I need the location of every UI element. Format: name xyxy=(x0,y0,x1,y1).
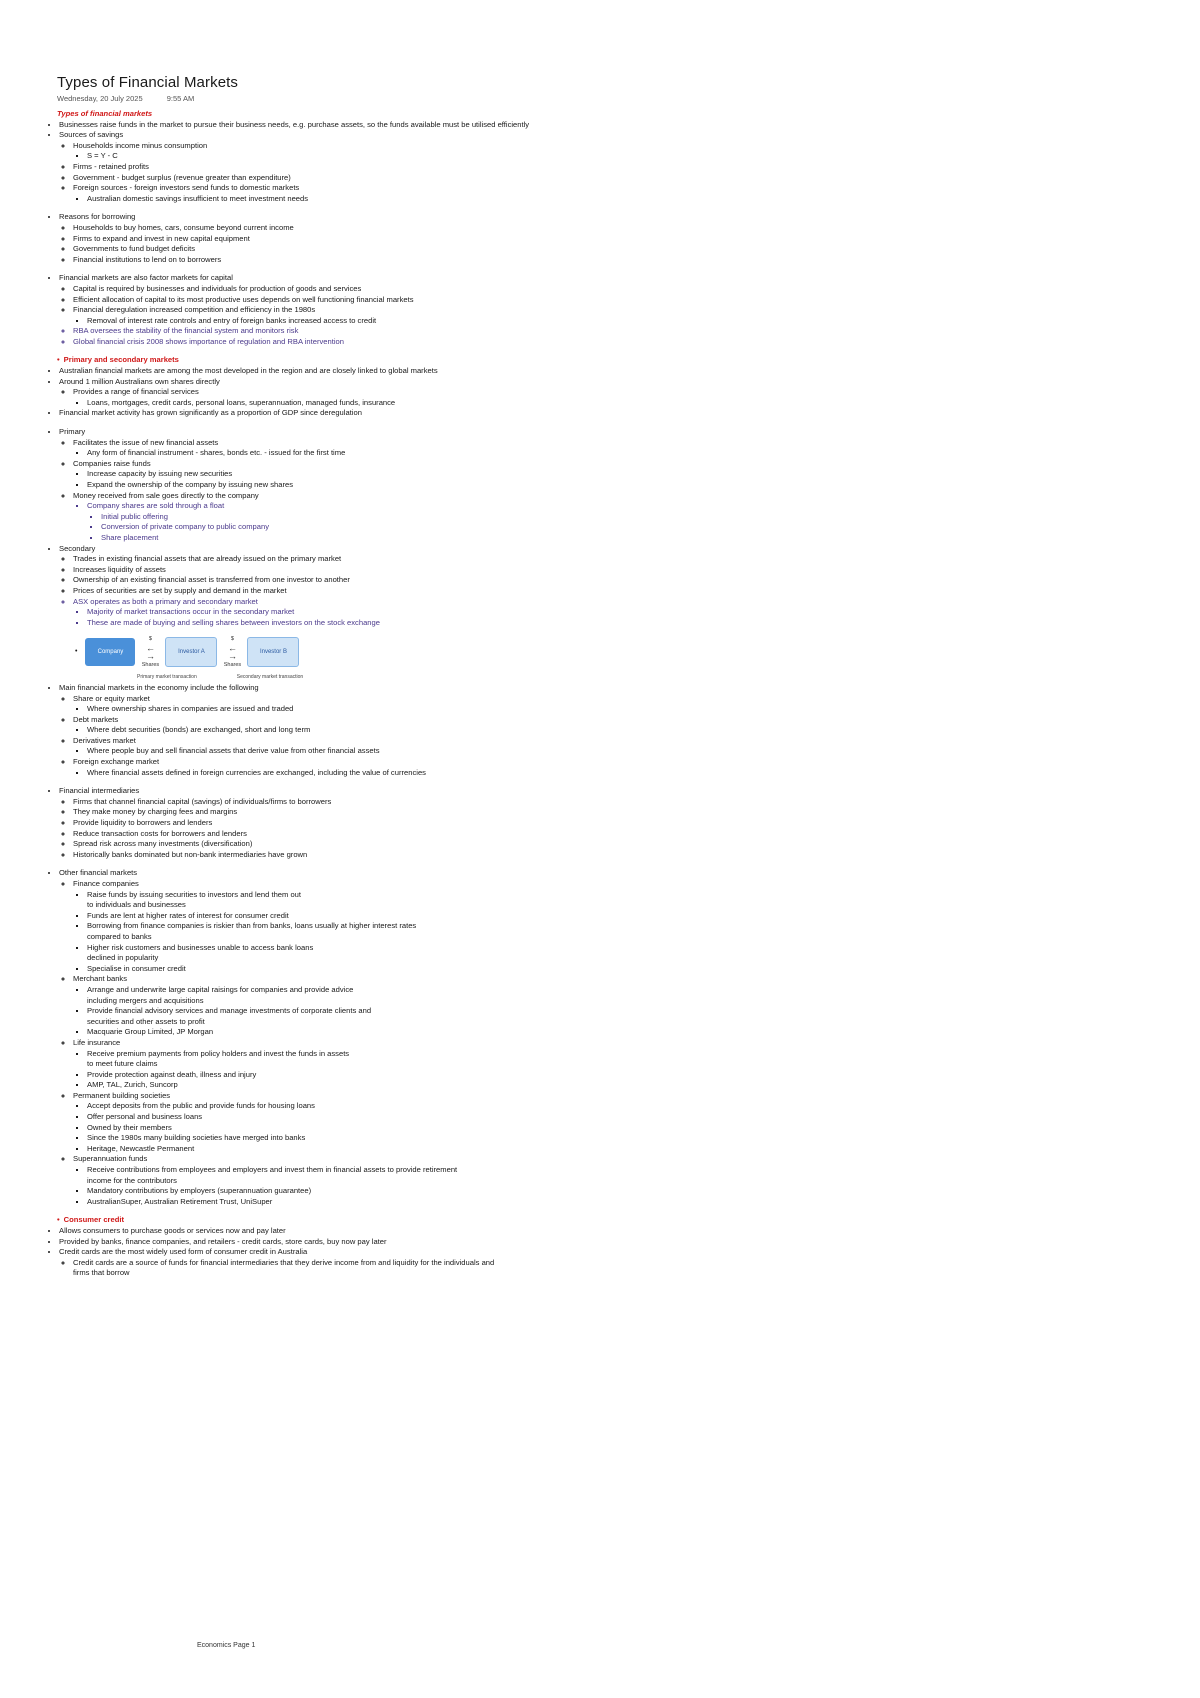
list-item: ▪ Since the 1980s many building societies have merged into banks xyxy=(87,1133,1157,1144)
arrow-left-icon: ← xyxy=(227,643,237,654)
list-item: ◦ Derivatives market ▪ Where people buy and sell financial assets that derive value from other financial assets xyxy=(73,736,1157,757)
list-item: ▪ Receive premium payments from policy holders and invest the funds in assets to meet future claims xyxy=(87,1049,1157,1070)
list-item: ◦ Increases liquidity of assets xyxy=(73,565,1157,576)
list-item: ▪ Specialise in consumer credit xyxy=(87,964,1157,975)
list-item: ▪ AustralianSuper, Australian Retirement Trust, UniSuper xyxy=(87,1197,1157,1208)
list-item: ◦ Debt markets ▪ Where debt securities (bonds) are exchanged, short and long term xyxy=(73,715,1157,736)
list-item: ◦ RBA oversees the stability of the financial system and monitors risk xyxy=(73,326,1157,337)
list-item: ▪ Majority of market transactions occur in the secondary market xyxy=(87,607,1157,618)
list-item: ◦ Reduce transaction costs for borrowers and lenders xyxy=(73,829,1157,840)
list-item: ◦ Government - budget surplus (revenue greater than expenditure) xyxy=(73,173,1157,184)
list-item: ◦ Credit cards are a source of funds for financial intermediaries that they derive income from and liquidity for the individuals and firms that borrow xyxy=(73,1258,1157,1279)
list-item: ▪ Accept deposits from the public and provide funds for housing loans xyxy=(87,1101,1157,1112)
list-item: ▪ Funds are lent at higher rates of interest for consumer credit xyxy=(87,911,1157,922)
list-item: ◦ Money received from sale goes directly to the company ▪ Company shares are sold through a float ▪ Initial public offering ▪ Conversion of private company to public company ▪ Share placement xyxy=(73,491,1157,544)
market-diagram: • Company $ ← → Shares Investor A $ ← → Shares Investor B Primary market transaction Secondary market transaction xyxy=(57,632,1157,683)
list-item: • Provided by banks, finance companies, and retailers - credit cards, store cards, buy now pay later xyxy=(59,1237,1157,1248)
list-item: ▪ Where people buy and sell financial assets that derive value from other financial assets xyxy=(87,746,1157,757)
list-item: ▪ Receive contributions from employees and employers and invest them in financial assets to provide retirement income for the contributors xyxy=(87,1165,1157,1186)
list-item: ◦ Firms - retained profits xyxy=(73,162,1157,173)
list-item: • Sources of savings ◦ Households income minus consumption ▪ S = Y - C ◦ Firms - retained profits ◦ Government - budget surplus (revenue greater than expenditure) ◦ Foreign sources - foreign investors send funds to domestic markets ▪ Australian domestic savings insufficient to meet investment needs xyxy=(59,130,1157,204)
list-item: • Reasons for borrowing ◦ Households to buy homes, cars, consume beyond current income ◦ Firms to expand and invest in new capital equipment ◦ Governments to fund budget deficits ◦ Financial institutions to lend on to borrowers xyxy=(59,212,1157,265)
list-item: ▪ Where ownership shares in companies are issued and traded xyxy=(87,704,1157,715)
list-item: • Other financial markets ◦ Finance companies ▪ Raise funds by issuing securities to investors and lend them out to individuals and businesses ▪ Funds are lent at higher rates of interest for consumer credit ▪ Borrowing from finance companies is riskier than from banks, loans usually at higher interest rates compared to banks ▪ Higher risk customers and businesses unable to access bank loans declined in popularity ▪ Specialise in consumer credit ◦ Merchant banks ▪ Arrange and underwrite large capital raisings for companies and provide advice including mergers and acquisitions ▪ Provide financial advisory services and manage investments of corporate clients and securities and other assets to profit ▪ Macquarie Group Limited, JP Morgan ◦ Life insurance ▪ Receive premium payments from policy holders and invest the funds in assets to meet future claims ▪ Provide protection against death, illness and injury ▪ AMP, TAL, Zurich, Suncorp ◦ Permanent building societies ▪ Accept deposits from the public and provide funds for housing loans ▪ Offer personal and business loans ▪ Owned by their members ▪ Since the 1980s many building societies have merged into banks ▪ Heritage, Newcastle Permanent ◦ Superannuation funds ▪ Receive contributions from employees and employers and invest them in financial assets to provide retirement income for the contributors ▪ Mandatory contributions by employers (superannuation guarantee) ▪ AustralianSuper, Australian Retirement Trust, UniSuper xyxy=(59,868,1157,1207)
diagram-arrows-2: $ ← → Shares xyxy=(223,635,242,669)
list-item: ▪ S = Y - C xyxy=(87,151,1157,162)
section-heading-types: Types of financial markets xyxy=(57,109,153,118)
list-item: ◦ Financial deregulation increased competition and efficiency in the 1980s ▪ Removal of interest rate controls and entry of foreign banks increased access to credit xyxy=(73,305,1157,326)
list-item: ▪ These are made of buying and selling shares between investors on the stock exchange xyxy=(87,618,1157,629)
list-item: ▪ Higher risk customers and businesses unable to access bank loans declined in popularity xyxy=(87,943,1157,964)
list-item: • Primary ◦ Facilitates the issue of new financial assets ▪ Any form of financial instrument - shares, bonds etc. - issued for the first time ◦ Companies raise funds ▪ Increase capacity by issuing new securities ▪ Expand the ownership of the company by issuing new shares ◦ Money received from sale goes directly to the company ▪ Company shares are sold through a float ▪ Initial public offering ▪ Conversion of private company to public company ▪ Share placement xyxy=(59,427,1157,544)
list-item: ◦ Households to buy homes, cars, consume beyond current income xyxy=(73,223,1157,234)
list-item: ◦ Facilitates the issue of new financial assets ▪ Any form of financial instrument - shares, bonds etc. - issued for the first time xyxy=(73,438,1157,459)
list-item: ▪ Company shares are sold through a float ▪ Initial public offering ▪ Conversion of private company to public company ▪ Share placement xyxy=(87,501,1157,543)
list-item: ◦ Merchant banks ▪ Arrange and underwrite large capital raisings for companies and provide advice including mergers and acquisitions ▪ Provide financial advisory services and manage investments of corporate clients and securities and other assets to profit ▪ Macquarie Group Limited, JP Morgan xyxy=(73,974,1157,1038)
diagram-note: Secondary market transaction xyxy=(236,674,304,681)
list-item: ◦ Prices of securities are set by supply and demand in the market xyxy=(73,586,1157,597)
list-item: ◦ Permanent building societies ▪ Accept deposits from the public and provide funds for housing loans ▪ Offer personal and business loans ▪ Owned by their members ▪ Since the 1980s many building societies have merged into banks ▪ Heritage, Newcastle Permanent xyxy=(73,1091,1157,1155)
list-item: ▪ AMP, TAL, Zurich, Suncorp xyxy=(87,1080,1157,1091)
list-item: ◦ Finance companies ▪ Raise funds by issuing securities to investors and lend them out to individuals and businesses ▪ Funds are lent at higher rates of interest for consumer credit ▪ Borrowing from finance companies is riskier than from banks, loans usually at higher interest rates compared to banks ▪ Higher risk customers and businesses unable to access bank loans declined in popularity ▪ Specialise in consumer credit xyxy=(73,879,1157,974)
list-item: ▪ Borrowing from finance companies is riskier than from banks, loans usually at higher interest rates compared to banks xyxy=(87,921,1157,942)
list-item: ▪ Raise funds by issuing securities to investors and lend them out to individuals and businesses xyxy=(87,890,1157,911)
list-item: ▪ Expand the ownership of the company by issuing new shares xyxy=(87,480,1157,491)
list-item: ◦ ASX operates as both a primary and secondary market ▪ Majority of market transactions occur in the secondary market ▪ These are made of buying and selling shares between investors on the stock exchange xyxy=(73,597,1157,629)
list-item: • Businesses raise funds in the market to pursue their business needs, e.g. purchase assets, so the funds available must be utilised efficiently xyxy=(59,120,1157,131)
list-item: ▪ Share placement xyxy=(101,533,1157,544)
list-item: • Financial intermediaries ◦ Firms that channel financial capital (savings) of individuals/firms to borrowers ◦ They make money by charging fees and margins ◦ Provide liquidity to borrowers and lenders ◦ Reduce transaction costs for borrowers and lenders ◦ Spread risk across many investments (diversification) ◦ Historically banks dominated but non-bank intermediaries have grown xyxy=(59,786,1157,860)
list-item: • Financial market activity has grown significantly as a proportion of GDP since deregulation xyxy=(59,408,1157,419)
section-heading-primary: • Primary and secondary markets xyxy=(57,355,179,365)
list-item: ▪ Heritage, Newcastle Permanent xyxy=(87,1144,1157,1155)
list-item: ◦ Trades in existing financial assets that are already issued on the primary market xyxy=(73,554,1157,565)
list-item: ◦ Firms that channel financial capital (savings) of individuals/firms to borrowers xyxy=(73,797,1157,808)
list-item: ◦ Firms to expand and invest in new capital equipment xyxy=(73,234,1157,245)
list-item: ◦ Superannuation funds ▪ Receive contributions from employees and employers and invest them in financial assets to provide retirement income for the contributors ▪ Mandatory contributions by employers (superannuation guarantee) ▪ AustralianSuper, Australian Retirement Trust, UniSuper xyxy=(73,1154,1157,1207)
list-item: ▪ Provide financial advisory services and manage investments of corporate clients and securities and other assets to profit xyxy=(87,1006,1157,1027)
list-item: ▪ Owned by their members xyxy=(87,1123,1157,1134)
list-item: ◦ Financial institutions to lend on to borrowers xyxy=(73,255,1157,266)
list-item: ▪ Offer personal and business loans xyxy=(87,1112,1157,1123)
list-item: ▪ Any form of financial instrument - shares, bonds etc. - issued for the first time xyxy=(87,448,1157,459)
list-item: ◦ Historically banks dominated but non-bank intermediaries have grown xyxy=(73,850,1157,861)
list-item: ▪ Removal of interest rate controls and entry of foreign banks increased access to credit xyxy=(87,316,1157,327)
list-item: ▪ Increase capacity by issuing new securities xyxy=(87,469,1157,480)
time-text: 9:55 AM xyxy=(166,94,195,103)
list-item: • Around 1 million Australians own shares directly ◦ Provides a range of financial services ▪ Loans, mortgages, credit cards, personal loans, superannuation, managed funds, insurance xyxy=(59,377,1157,409)
list-item: ▪ Provide protection against death, illness and injury xyxy=(87,1070,1157,1081)
diagram-box-company: Company xyxy=(85,638,135,666)
list-item: ▪ Mandatory contributions by employers (superannuation guarantee) xyxy=(87,1186,1157,1197)
list-item: ◦ Global financial crisis 2008 shows importance of regulation and RBA intervention xyxy=(73,337,1157,348)
list-item: ◦ Households income minus consumption ▪ S = Y - C xyxy=(73,141,1157,162)
list-item: • Australian financial markets are among the most developed in the region and are closely linked to global markets xyxy=(59,366,1157,377)
arrow-left-icon: ← xyxy=(145,643,155,654)
diagram-note: Primary market transaction xyxy=(137,674,197,681)
list-item: ◦ Provides a range of financial services ▪ Loans, mortgages, credit cards, personal loans, superannuation, managed funds, insurance xyxy=(73,387,1157,408)
page-date xyxy=(57,94,1157,103)
list-item: • Financial markets are also factor markets for capital ◦ Capital is required by businesses and individuals for production of goods and services ◦ Efficient allocation of capital to its most productive uses depends on well functioning financial markets ◦ Financial deregulation increased competition and efficiency in the 1980s ▪ Removal of interest rate controls and entry of foreign banks increased access to credit ◦ RBA oversees the stability of the financial system and monitors risk ◦ Global financial crisis 2008 shows importance of regulation and RBA intervention xyxy=(59,273,1157,347)
note-body xyxy=(57,109,1157,1279)
list-item: ◦ Companies raise funds ▪ Increase capacity by issuing new securities ▪ Expand the ownership of the company by issuing new shares xyxy=(73,459,1157,491)
list-item: ◦ Share or equity market ▪ Where ownership shares in companies are issued and traded xyxy=(73,694,1157,715)
diagram-box-investor-b: Investor B xyxy=(247,637,299,667)
list-item: ◦ Spread risk across many investments (diversification) xyxy=(73,839,1157,850)
page-footer: Economics Page 1 xyxy=(197,1642,256,1649)
page-content xyxy=(57,74,1157,1279)
list-item: ▪ Loans, mortgages, credit cards, personal loans, superannuation, managed funds, insurance xyxy=(87,398,1157,409)
list-item: ▪ Macquarie Group Limited, JP Morgan xyxy=(87,1027,1157,1038)
list-item: ▪ Initial public offering xyxy=(101,512,1157,523)
list-item: • Secondary ◦ Trades in existing financial assets that are already issued on the primary market ◦ Increases liquidity of assets ◦ Ownership of an existing financial asset is transferred from one investor to another ◦ Prices of securities are set by supply and demand in the market ◦ ASX operates as both a primary and secondary market ▪ Majority of market transactions occur in the secondary market ▪ These are made of buying and selling shares between investors on the stock exchange xyxy=(59,544,1157,629)
list-item: ▪ Arrange and underwrite large capital raisings for companies and provide advice including mergers and acquisitions xyxy=(87,985,1157,1006)
list-item: ◦ Foreign exchange market ▪ Where financial assets defined in foreign currencies are exchanged, including the value of currencies xyxy=(73,757,1157,778)
date-text: Wednesday, 20 July 2025 xyxy=(57,94,143,103)
list-item: ◦ They make money by charging fees and margins xyxy=(73,807,1157,818)
list-item: • Allows consumers to purchase goods or services now and pay later xyxy=(59,1226,1157,1237)
list-item: ◦ Capital is required by businesses and individuals for production of goods and services xyxy=(73,284,1157,295)
diagram-box-investor-a: Investor A xyxy=(165,637,217,667)
list-item: ▪ Australian domestic savings insufficient to meet investment needs xyxy=(87,194,1157,205)
arrow-right-icon: → xyxy=(227,651,237,662)
list-item: • Credit cards are the most widely used form of consumer credit in Australia ◦ Credit cards are a source of funds for financial intermediaries that they derive income from and liquidity for the individuals and firms that borrow xyxy=(59,1247,1157,1279)
list-item: • Main financial markets in the economy include the following ◦ Share or equity market ▪ Where ownership shares in companies are issued and traded ◦ Debt markets ▪ Where debt securities (bonds) are exchanged, short and long term ◦ Derivatives market ▪ Where people buy and sell financial assets that derive value from other financial assets ◦ Foreign exchange market ▪ Where financial assets defined in foreign currencies are exchanged, including the value of currencies xyxy=(59,683,1157,778)
list-item: ▪ Where financial assets defined in foreign currencies are exchanged, including the value of currencies xyxy=(87,768,1157,779)
list-item: ◦ Foreign sources - foreign investors send funds to domestic markets ▪ Australian domestic savings insufficient to meet investment needs xyxy=(73,183,1157,204)
section-heading-credit: • Consumer credit xyxy=(57,1215,125,1225)
list-item: ◦ Life insurance ▪ Receive premium payments from policy holders and invest the funds in assets to meet future claims ▪ Provide protection against death, illness and injury ▪ AMP, TAL, Zurich, Suncorp xyxy=(73,1038,1157,1091)
list-item: ◦ Efficient allocation of capital to its most productive uses depends on well functioning financial markets xyxy=(73,295,1157,306)
list-item: ◦ Governments to fund budget deficits xyxy=(73,244,1157,255)
arrow-right-icon: → xyxy=(145,651,155,662)
list-item: ▪ Conversion of private company to public company xyxy=(101,522,1157,533)
page-title: Types of Financial Markets xyxy=(57,74,239,91)
list-item: ◦ Ownership of an existing financial asset is transferred from one investor to another xyxy=(73,575,1157,586)
diagram-arrows-1: $ ← → Shares xyxy=(141,635,160,669)
list-item: ▪ Where debt securities (bonds) are exchanged, short and long term xyxy=(87,725,1157,736)
list-item: ◦ Provide liquidity to borrowers and lenders xyxy=(73,818,1157,829)
